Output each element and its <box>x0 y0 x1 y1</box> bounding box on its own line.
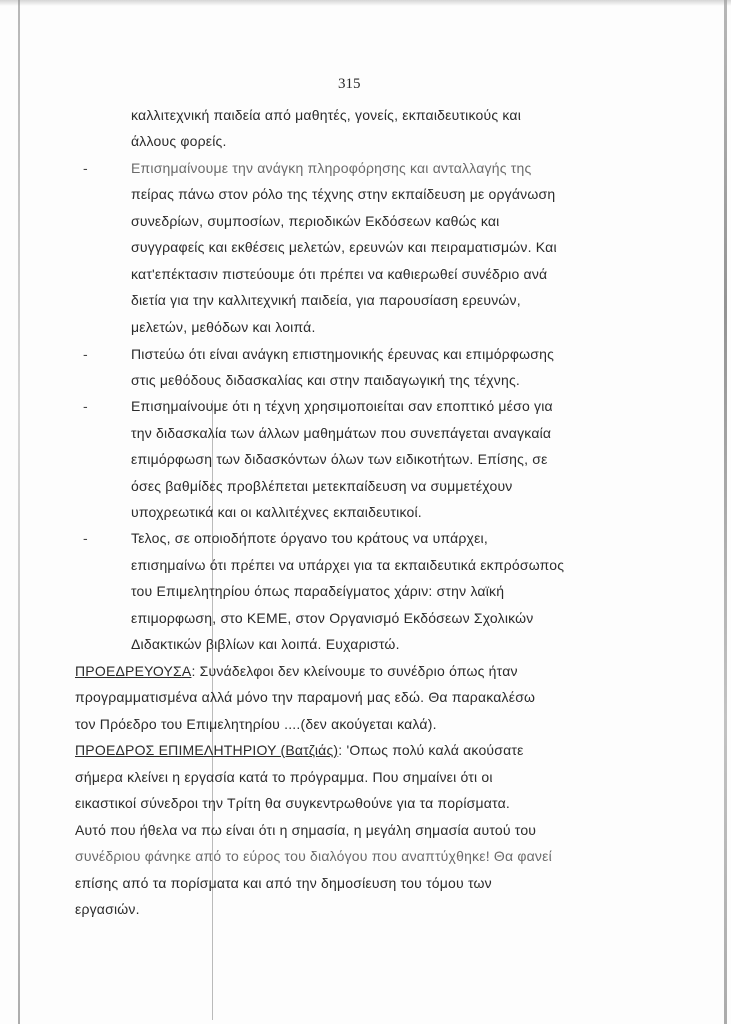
text-line: διετία για την καλλιτεχνική παιδεία, για παρουσίαση ερευνών, <box>131 292 521 308</box>
speech-text: : 'Οπως πολύ καλά ακούσατε <box>338 742 524 758</box>
speaker-name: ΠΡΟΕΔΡΟΣ ΕΠΙΜΕΛΗΤΗΡΙΟΥ (Βατζιάς) <box>75 742 339 758</box>
scan-edge-top <box>0 0 731 6</box>
speech-line <box>75 742 524 758</box>
text-line: την διδασκαλία των άλλων μαθημάτων που συνεπάγεται αναγκαία <box>131 425 552 441</box>
text-line: επιμόρφωση των διδασκόντων όλων των ειδικοτήτων. Επίσης, σε <box>131 451 548 467</box>
text-line: Επισημαίνουμε ότι η τέχνη χρησιμοποιείται σαν εποπτικό μέσο για <box>131 398 553 414</box>
text-line: Διδακτικών βιβλίων και λοιπά. Ευχαριστώ. <box>131 636 400 652</box>
speech-line: εικαστικοί σύνεδροι την Τρίτη θα συγκεντρωθούνε για τα πορίσματα. <box>75 795 510 811</box>
speech-line: εργασιών. <box>75 901 140 917</box>
text-line: κατ'επέκτασιν πιστεύουμε ότι πρέπει να καθιερωθεί συνέδριο ανά <box>131 266 548 282</box>
speech-line: συνέδριου φάνηκε από το εύρος του διαλόγου που αναπτύχθηκε! Θα φανεί <box>75 848 552 864</box>
text-line: επιμορφωση, στο ΚΕΜΕ, στον Οργανισμό Εκδόσεων Σχολικών <box>131 610 534 626</box>
speech-line: Αυτό που ήθελα να πω είναι ότι η σημασία, η μεγάλη σημασία αυτού του <box>75 822 537 838</box>
speech-text: : Συνάδελφοι δεν κλείνουμε το συνέδριο όπως ήταν <box>191 663 518 679</box>
speech-line: τον Πρόεδρο του Επιμελητηρίου ....(δεν ακούγεται καλά). <box>75 716 437 732</box>
text-line: πείρας πάνω στον ρόλο της τέχνης στην εκπαίδευση με οργάνωση <box>131 186 556 202</box>
text-line: όσες βαθμίδες προβλέπεται μετεκπαίδευση να συμμετέχουν <box>131 478 513 494</box>
text-line: επισημαίνω ότι πρέπει να υπάρχει για τα εκπαιδευτικά εκπρόσωπος <box>131 557 565 573</box>
scan-edge-right <box>724 0 727 1024</box>
bullet-marker: - <box>83 346 88 362</box>
text-line: του Επιμελητηρίου όπως παραδείγματος χάριν: στην λαϊκή <box>131 583 505 599</box>
speech-line <box>75 663 518 679</box>
page-number: 315 <box>338 76 361 92</box>
speaker-name: ΠΡΟΕΔΡΕΥΟΥΣΑ <box>75 663 192 679</box>
scan-edge-left <box>18 0 20 1024</box>
bullet-marker: - <box>83 530 88 546</box>
text-line: καλλιτεχνική παιδεία από μαθητές, γονείς, εκπαιδευτικούς και <box>131 107 522 123</box>
text-line: Τελος, σε οποιοδήποτε όργανο του κράτους να υπάρχει, <box>131 530 488 546</box>
speech-line: επίσης από τα πορίσματα και από την δημοσίευση του τόμου των <box>75 875 492 891</box>
speech-line: προγραμματισμένα αλλά μόνο την παραμονή μας εδώ. Θα παρακαλέσω <box>75 689 536 705</box>
text-line: μελετών, μεθόδων και λοιπά. <box>131 319 316 335</box>
text-line: υποχρεωτικά και οι καλλιτέχνες εκπαιδευτικοί. <box>131 504 422 520</box>
bullet-marker: - <box>83 398 88 414</box>
bullet-marker: - <box>83 160 88 176</box>
text-line: Επισημαίνουμε την ανάγκη πληροφόρησης και ανταλλαγής της <box>131 160 532 176</box>
text-line: συνεδρίων, συμποσίων, περιοδικών Εκδόσεων καθώς και <box>131 213 500 229</box>
text-line: στις μεθόδους διδασκαλίας και στην παιδαγωγική της τέχνης. <box>131 372 520 388</box>
text-line: άλλους φορείς. <box>131 133 227 149</box>
text-line: Πιστεύω ότι είναι ανάγκη επιστημονικής έρευνας και επιμόρφωσης <box>131 346 555 362</box>
speech-line: σήμερα κλείνει η εργασία κατά το πρόγραμμα. Που σημαίνει ότι οι <box>75 769 493 785</box>
text-line: συγγραφείς και εκθέσεις μελετών, ερευνών και πειραματισμών. Και <box>131 239 557 255</box>
